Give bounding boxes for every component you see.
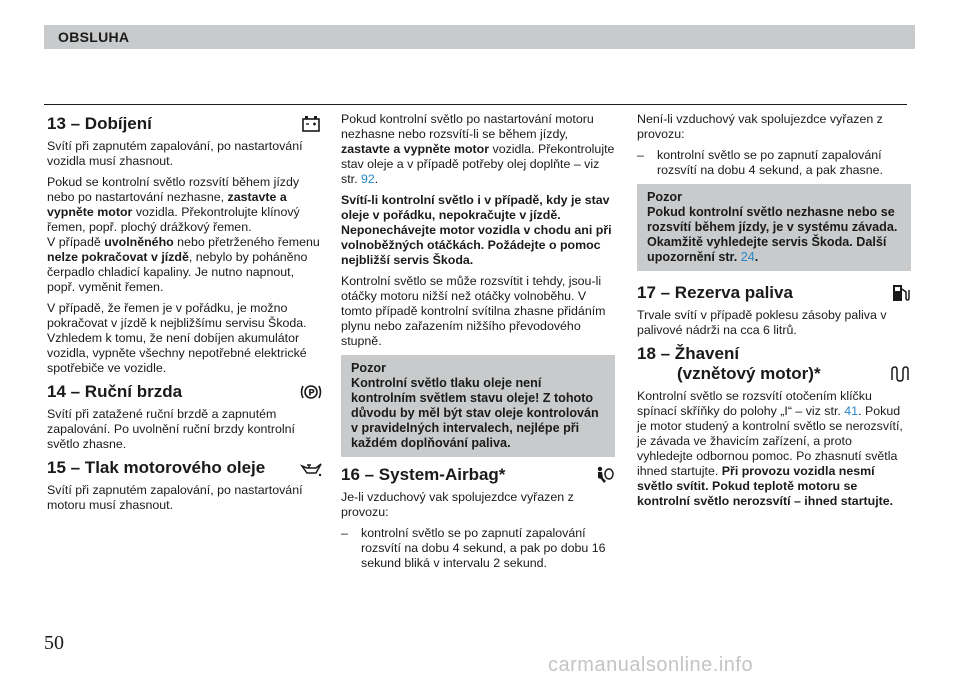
text-run: . Pokud je motor studený a kontrolní světlo se nerozsvítí, je závada ve žhavicím zařízení, a proto vyhledejte odbornou pomoc. Po zhasnutí světla ihned startujte.: [637, 404, 903, 478]
text-run: Kontrolní světlo se rozsvítí otočením klíčku spínací skříňky do polohy „I“ – viz str.: [637, 389, 872, 418]
section-16-paragraph-1: Je-li vzduchový vak spolujezdce vyřazen z provozu:: [341, 490, 574, 519]
text-run: vozidla. Překontrolujte stav oleje a v případě potřeby olej doplňte – viz str.: [341, 142, 615, 186]
section-18-title-line-2: (vznětový motor)*: [677, 364, 821, 383]
section-14-title: [47, 382, 322, 402]
section-15-title: [47, 458, 322, 478]
text-run: .: [374, 172, 379, 186]
watermark: carmanualsonline.info: [548, 654, 754, 676]
col2-paragraph-2: Svítí-li kontrolní světlo i v případě, kdy je stav oleje v pořádku, nepokračujte v jízdě. Neponechávejte motor vozidla v chodu ani při volnoběžných otáčkách. Požádejte o pomoc nejbližší servis Škoda.: [341, 193, 612, 267]
section-17-title-text: 17 – Rezerva paliva: [637, 283, 793, 302]
col3-list-item: [637, 148, 911, 178]
page-number: 50: [44, 632, 64, 654]
bold-run: zastavte a vypněte motor: [47, 190, 287, 219]
parking-brake-icon: [300, 382, 322, 402]
page-reference-link[interactable]: 41: [844, 404, 859, 418]
note-title: Pozor: [647, 190, 682, 204]
section-15-title-text: 15 – Tlak motorového oleje: [47, 458, 266, 477]
bold-run: Při provozu vozidla nesmí světlo svítit. Pokud teplotě motoru se kontrolní světlo nerozsvítí – ihned startujte.: [637, 464, 894, 508]
note-text: Pokud kontrolní světlo nezhasne nebo se rozsvítí během jízdy, je v systému závada. Okamžitě vyhledejte servis Škoda. Další upozornění str.: [647, 205, 898, 264]
page-reference-link[interactable]: 24: [740, 250, 755, 264]
text-run: , nebylo by poháněno čerpadlo chladicí kapaliny. Je nutno napnout, popř. vyměnit řemen.: [47, 250, 308, 294]
section-13-paragraph-3: V případě, že řemen je v pořádku, je možno pokračovat v jízdě k nejbližšímu servisu Škoda. Vzhledem k tomu, že není dobíjen akumulátor vozidla, vypněte všechny nepotřebné elektrické spotřebiče ve vozidle.: [47, 301, 307, 375]
text-run: vozidla. Překontrolujte klínový řemen, popř. plochý drážkový řemen.: [47, 205, 300, 234]
section-15-paragraph-1: Svítí při zapnutém zapalování, po nastartování motoru musí zhasnout.: [47, 483, 303, 512]
section-16-title: [341, 465, 615, 485]
section-14-title-text: 14 – Ruční brzda: [47, 382, 183, 401]
section-13-title: [47, 114, 322, 134]
text-run: V případě: [47, 235, 105, 249]
section-13-title-text: 13 – Dobíjení: [47, 114, 152, 133]
fuel-pump-icon: [889, 283, 911, 303]
svg-text:P: P: [308, 388, 315, 399]
col2-paragraph-1: [341, 112, 615, 187]
text-run: Pokud kontrolní světlo po nastartování motoru nezhasne nebo rozsvítí-li se během jízdy,: [341, 112, 594, 141]
note-text: Kontrolní světlo tlaku oleje není kontrolním světlem stavu oleje! Z tohoto důvodu by měl být stav oleje kontrolován v pravidelných intervalech, nejlépe při každém doplňování paliva.: [351, 376, 599, 450]
section-18-title: [637, 344, 911, 384]
text-run: nebo přetrženého řemenu: [173, 235, 320, 249]
glow-plug-icon: [889, 364, 911, 384]
section-13-paragraph-2: [47, 175, 322, 295]
text-run: Pokud se kontrolní světlo rozsvítí během jízdy nebo po nastartování nezhasne,: [47, 175, 300, 204]
dash-bullet: –: [341, 526, 348, 540]
header-title: OBSLUHA: [58, 29, 130, 45]
col2-paragraph-3: Kontrolní světlo se může rozsvítit i tehdy, jsou-li otáčky motoru nižší než otáčky volnoběhu. V tomto případě kontrolní svítilna zhasne přidáním plynu nebo zařazením nižšího převodového stupně.: [341, 274, 606, 348]
battery-icon: [300, 114, 322, 134]
section-16-title-text: 16 – System-Airbag*: [341, 465, 506, 484]
bold-run: zastavte a vypněte motor: [341, 142, 490, 156]
dash-bullet: –: [637, 148, 644, 162]
section-17-paragraph-1: Trvale svítí v případě poklesu zásoby paliva v palivové nádrži na cca 6 litrů.: [637, 308, 887, 337]
column-3: [637, 112, 911, 515]
column-2: [341, 112, 615, 577]
column-1: [47, 112, 322, 519]
section-16-list-item: [341, 526, 615, 571]
list-item-text: kontrolní světlo se po zapnutí zapalování rozsvítí na dobu 4 sekund, a pak zhasne.: [657, 148, 883, 177]
note-title: Pozor: [351, 361, 386, 375]
section-18-title-line-1: 18 – Žhavení: [637, 344, 740, 363]
section-14-paragraph-1: Svítí při zatažené ruční brzdě a zapnutém zapalování. Po uvolnění ruční brzdy kontrolní světlo zhasne.: [47, 407, 295, 451]
bold-run: nelze pokračovat v jízdě: [47, 250, 189, 264]
top-divider: [44, 104, 907, 105]
text-run: .: [754, 250, 759, 264]
page-reference-link[interactable]: 92: [360, 172, 375, 186]
airbag-icon: [593, 465, 615, 485]
col3-paragraph-1: Není-li vzduchový vak spolujezdce vyřazen z provozu:: [637, 112, 883, 141]
list-item-text: kontrolní světlo se po zapnutí zapalování rozsvítí na dobu 4 sekund, a pak po dobu 16 sekund bliká v intervalu 2 sekund.: [361, 526, 606, 570]
section-18-paragraph-1: [637, 389, 911, 509]
bold-run: uvolněného: [104, 235, 174, 249]
section-17-title: [637, 283, 911, 303]
airbag-warning-note: [637, 184, 911, 271]
oil-can-icon: [300, 458, 322, 478]
oil-warning-note: [341, 355, 615, 457]
section-13-paragraph-1: Svítí při zapnutém zapalování, po nastartování vozidla musí zhasnout.: [47, 139, 303, 168]
header-bar: [44, 25, 915, 49]
